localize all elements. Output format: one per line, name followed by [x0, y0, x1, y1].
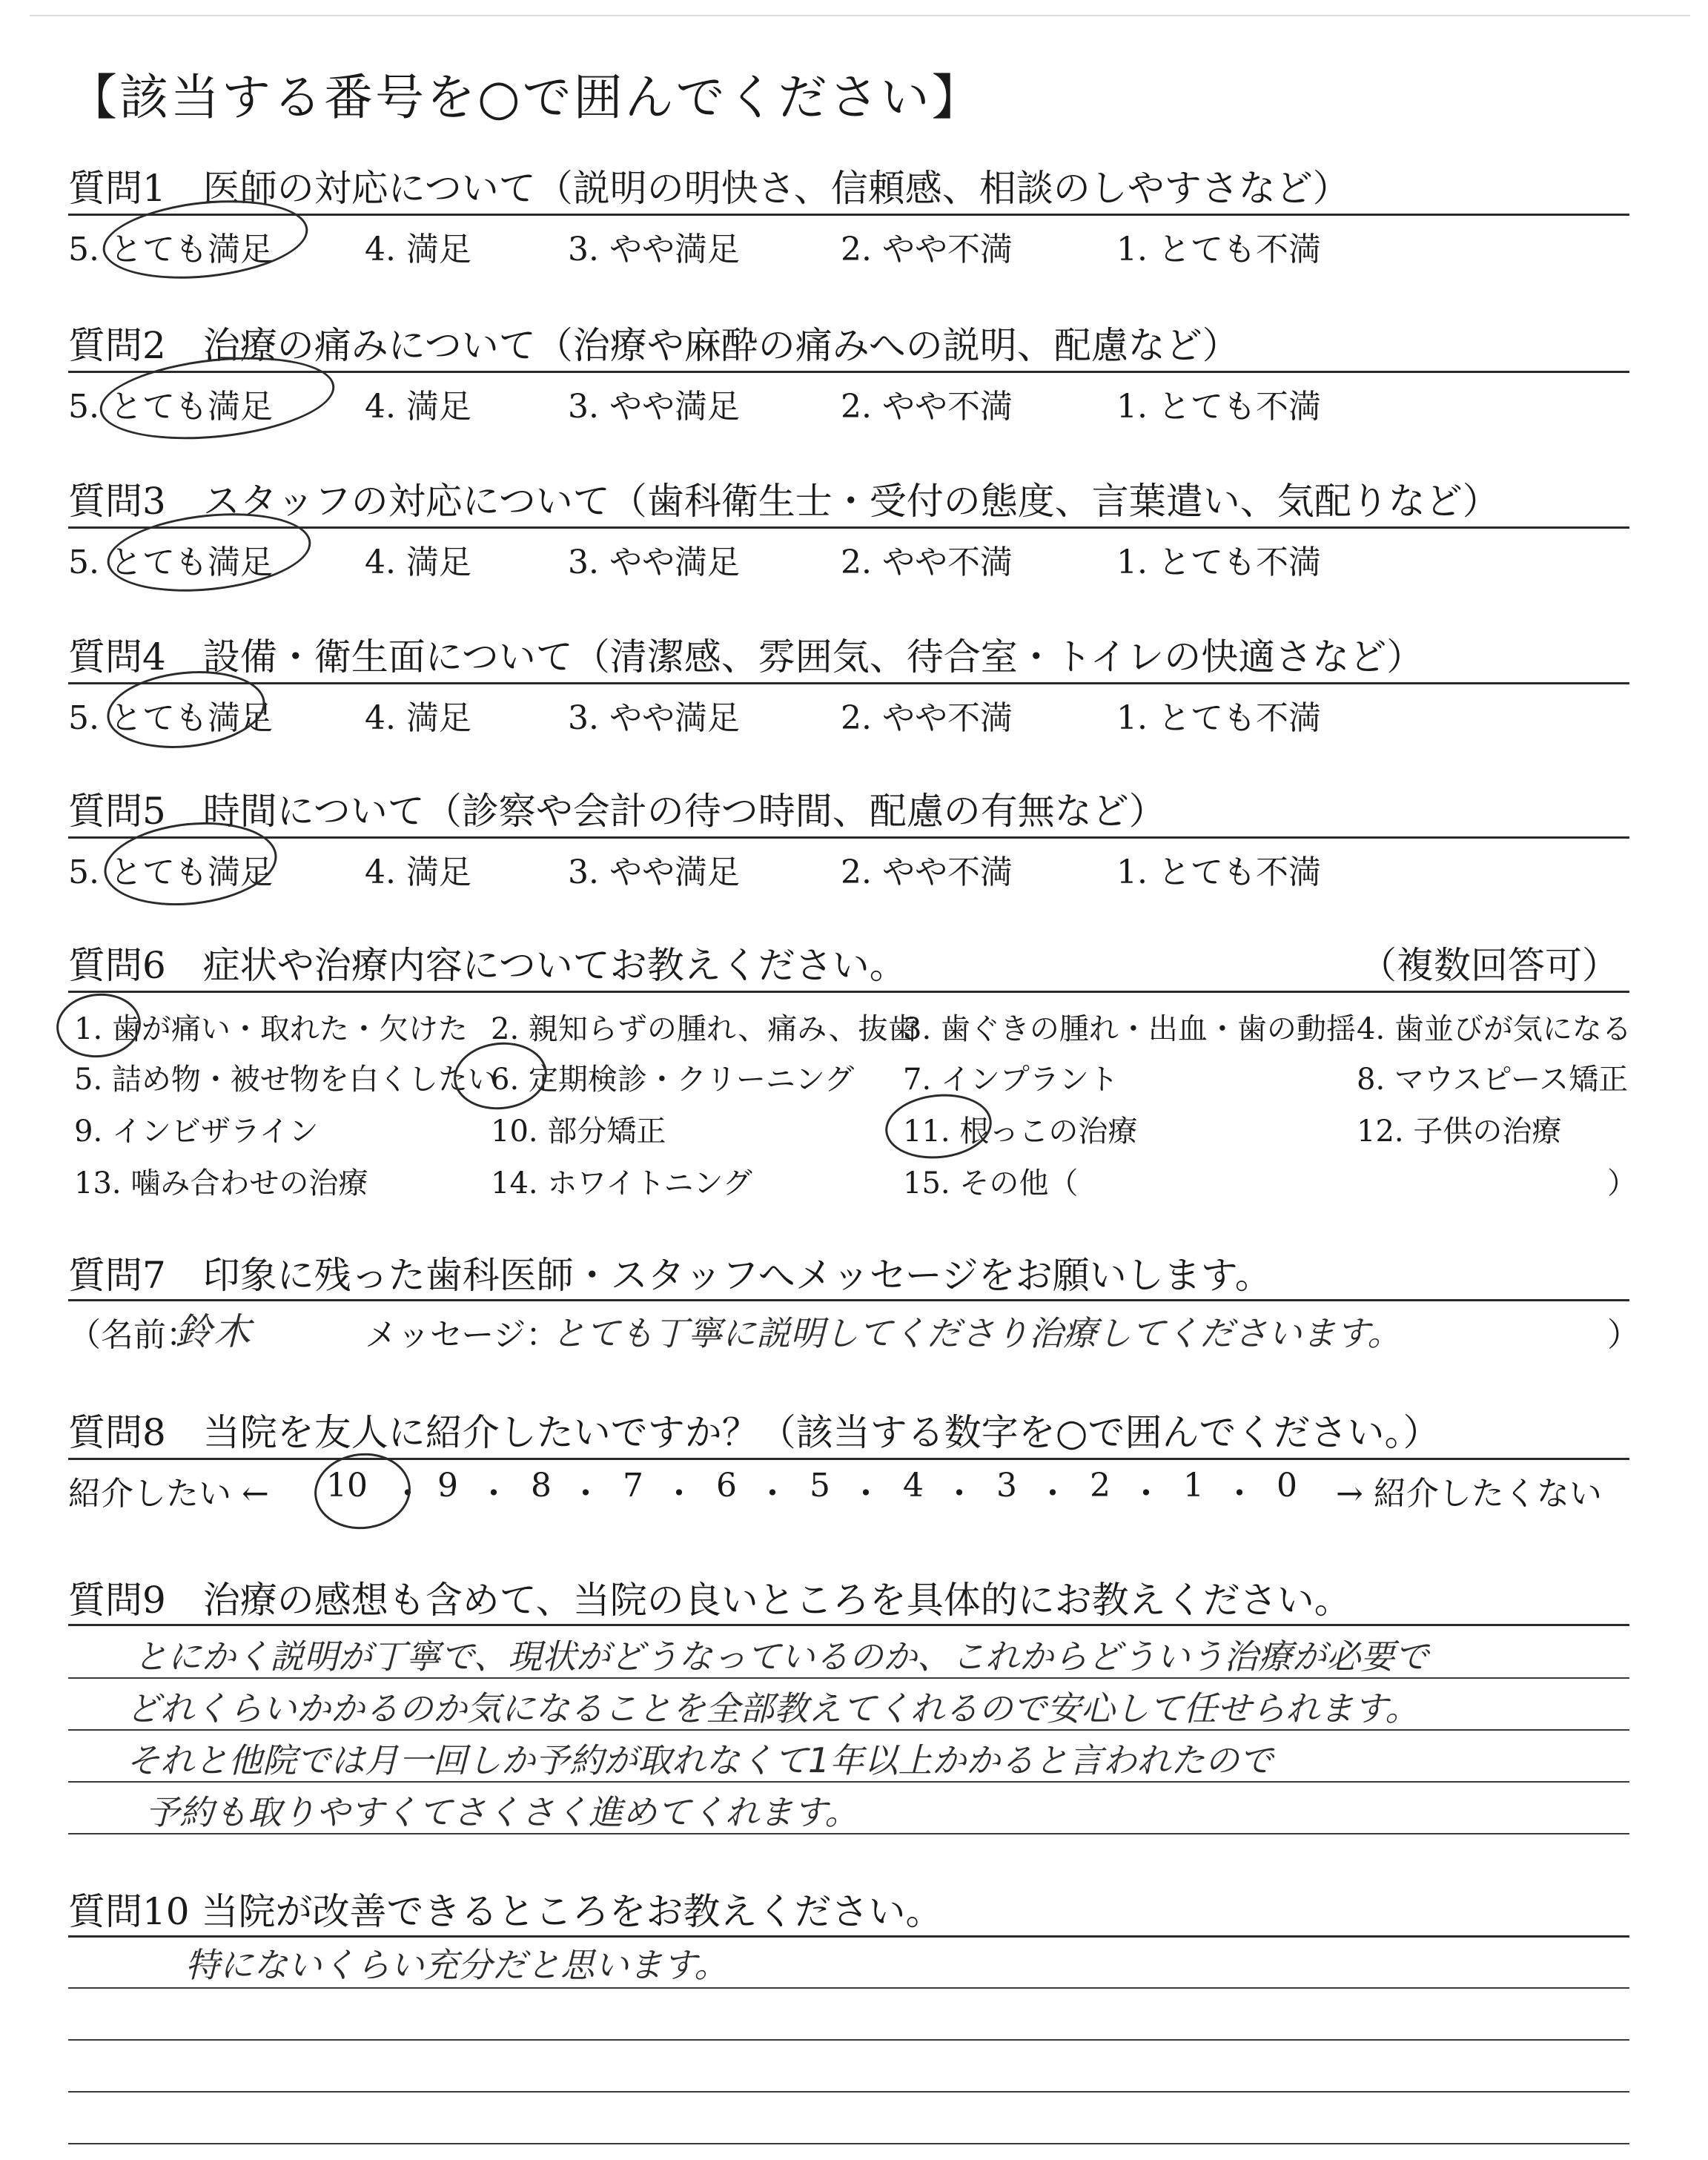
- q7-title: 質問7 印象に残った歯科医師・スタッフへメッセージをお願いします。: [68, 1254, 1272, 1297]
- q5-option-1[interactable]: 1. とても不満: [1116, 853, 1321, 891]
- q8-right-label: → 紹介したくない: [1336, 1475, 1602, 1513]
- q1-option-3[interactable]: 3. やや満足: [568, 231, 740, 268]
- q5-rule: [68, 836, 1629, 839]
- q4-option-4[interactable]: 4. 満足: [365, 699, 471, 737]
- q2-option-4[interactable]: 4. 満足: [365, 388, 471, 426]
- q8-score-7[interactable]: 7: [623, 1467, 643, 1505]
- q7-rule: [68, 1299, 1629, 1301]
- q10-rule-2: [68, 2039, 1629, 2041]
- q10-rule-3: [68, 2091, 1629, 2093]
- q4-title: 質問4 設備・衛生面について（清潔感、雰囲気、待合室・トイレの快適さなど）: [68, 635, 1424, 678]
- q9-title: 質問9 治療の感想も含めて、当院の良いところを具体的にお教えください。: [68, 1579, 1351, 1622]
- q8-score-0[interactable]: 0: [1277, 1467, 1297, 1505]
- q2-option-5[interactable]: 5. とても満足: [68, 388, 273, 426]
- q8-sep-4: ・: [663, 1475, 695, 1513]
- q9-answer-line-1[interactable]: とにかく説明が丁寧で、現状がどうなっているのか、これからどういう治療が必要で: [133, 1636, 1429, 1677]
- q5-option-4[interactable]: 4. 満足: [365, 853, 471, 891]
- q10-rule-4: [68, 2143, 1629, 2144]
- q8-score-9[interactable]: 9: [437, 1467, 458, 1505]
- q6-option-9[interactable]: 9. インビザライン: [74, 1114, 319, 1149]
- q6-option-15[interactable]: 15. その他（: [903, 1166, 1079, 1200]
- q6-option-4[interactable]: 4. 歯並びが気になる: [1357, 1012, 1632, 1046]
- q9-answer-line-3[interactable]: それと他院では月一回しか予約が取れなくて1年以上かかると言われたので: [126, 1740, 1274, 1780]
- q10-answer-line-1[interactable]: 特にないくらい充分だと思います。: [185, 1945, 729, 1985]
- q10-rule-0: [68, 1935, 1629, 1938]
- q2-option-1[interactable]: 1. とても不満: [1116, 388, 1321, 426]
- q5-option-2[interactable]: 2. やや不満: [841, 853, 1013, 891]
- q1-option-5[interactable]: 5. とても満足: [68, 231, 273, 268]
- q6-selection-circle-6: [451, 1038, 551, 1114]
- q8-sep-8: ・: [1036, 1475, 1069, 1513]
- q6-multiple-note: （複数回答可）: [1360, 944, 1619, 987]
- q9-answer-line-2[interactable]: どれくらいかかるのか気になることを全部教えてくれるので安心して任せられます。: [126, 1688, 1420, 1728]
- q1-option-4[interactable]: 4. 満足: [365, 231, 471, 268]
- q7-message-label: メッセージ：: [365, 1316, 559, 1354]
- q3-option-5[interactable]: 5. とても満足: [68, 544, 273, 581]
- q4-option-5[interactable]: 5. とても満足: [68, 699, 273, 737]
- q8-sep-3: ・: [569, 1475, 602, 1513]
- q4-option-1[interactable]: 1. とても不満: [1116, 699, 1321, 737]
- q3-option-3[interactable]: 3. やや満足: [568, 544, 740, 581]
- q8-score-6[interactable]: 6: [716, 1467, 737, 1505]
- q5-title: 質問5 時間について（診察や会計の待つ時間、配慮の有無など）: [68, 790, 1166, 833]
- q4-option-2[interactable]: 2. やや不満: [841, 699, 1013, 737]
- q8-score-1[interactable]: 1: [1183, 1467, 1204, 1505]
- q8-selection-circle: [311, 1448, 414, 1533]
- q1-option-1[interactable]: 1. とても不満: [1116, 231, 1321, 268]
- q6-option-11[interactable]: 11. 根っこの治療: [903, 1114, 1138, 1149]
- q8-score-5[interactable]: 5: [810, 1467, 830, 1505]
- q9-answer-line-4[interactable]: 予約も取りやすくてさくさく進めてくれます。: [145, 1792, 859, 1832]
- q8-score-2[interactable]: 2: [1090, 1467, 1110, 1505]
- q6-option-5[interactable]: 5. 詰め物・被せ物を白くしたい: [74, 1063, 497, 1097]
- q3-option-4[interactable]: 4. 満足: [365, 544, 471, 581]
- q6-option-13[interactable]: 13. 噛み合わせの治療: [74, 1166, 368, 1200]
- q7-name-value[interactable]: 鈴木: [175, 1310, 252, 1353]
- q3-option-1[interactable]: 1. とても不満: [1116, 544, 1321, 581]
- q1-option-2[interactable]: 2. やや不満: [841, 231, 1013, 268]
- q8-score-3[interactable]: 3: [996, 1467, 1017, 1505]
- q8-sep-2: ・: [477, 1475, 510, 1513]
- q6-selection-circle-11: [882, 1089, 995, 1164]
- q6-rule: [68, 991, 1629, 993]
- q8-sep-1: ・: [391, 1475, 424, 1513]
- page-title: 【該当する番号を○で囲んでください】: [68, 69, 983, 126]
- q6-option-1[interactable]: 1. 歯が痛い・取れた・欠けた: [74, 1012, 468, 1046]
- q10-rule-1: [68, 1987, 1629, 1989]
- q6-option-7[interactable]: 7. インプラント: [903, 1063, 1119, 1097]
- q5-option-3[interactable]: 3. やや満足: [568, 853, 740, 891]
- q8-left-label: 紹介したい ←: [68, 1475, 269, 1513]
- q6-option-8[interactable]: 8. マウスピース矯正: [1357, 1063, 1629, 1097]
- q6-option-6[interactable]: 6. 定期検診・クリーニング: [491, 1063, 855, 1097]
- q8-sep-5: ・: [756, 1475, 789, 1513]
- q6-option-15-close: ）: [1607, 1166, 1637, 1200]
- q8-title: 質問8 当院を友人に紹介したいですか？（該当する数字を○で囲んでください。）: [68, 1411, 1440, 1454]
- q2-option-2[interactable]: 2. やや不満: [841, 388, 1013, 426]
- q2-option-3[interactable]: 3. やや満足: [568, 388, 740, 426]
- q3-title: 質問3 スタッフの対応について（歯科衛生士・受付の態度、言葉遣い、気配りなど）: [68, 480, 1500, 523]
- q8-sep-7: ・: [943, 1475, 976, 1513]
- q9-rule-0: [68, 1624, 1629, 1626]
- q4-option-3[interactable]: 3. やや満足: [568, 699, 740, 737]
- q5-option-5[interactable]: 5. とても満足: [68, 853, 273, 891]
- q7-close-paren: ）: [1607, 1316, 1640, 1354]
- q3-option-2[interactable]: 2. やや不満: [841, 544, 1013, 581]
- q6-title: 質問6 症状や治療内容についてお教えください。: [68, 944, 907, 987]
- q8-sep-10: ・: [1223, 1475, 1256, 1513]
- q1-rule: [68, 214, 1629, 216]
- q6-selection-circle-1: [53, 989, 144, 1061]
- q4-rule: [68, 682, 1629, 684]
- q8-sep-6: ・: [850, 1475, 882, 1513]
- q6-option-12[interactable]: 12. 子供の治療: [1357, 1114, 1562, 1149]
- q6-option-10[interactable]: 10. 部分矯正: [491, 1114, 666, 1149]
- q6-option-14[interactable]: 14. ホワイトニング: [491, 1166, 752, 1200]
- q7-name-label: （名前：: [68, 1316, 199, 1354]
- q1-title: 質問1 医師の対応について（説明の明快さ、信頼感、相談のしやすさなど）: [68, 167, 1350, 210]
- q8-score-8[interactable]: 8: [531, 1467, 552, 1505]
- q2-title: 質問2 治療の痛みについて（治療や麻酔の痛みへの説明、配慮など）: [68, 324, 1239, 367]
- q6-option-3[interactable]: 3. 歯ぐきの腫れ・出血・歯の動揺: [903, 1012, 1356, 1046]
- q8-sep-9: ・: [1130, 1475, 1162, 1513]
- q8-score-10[interactable]: 10: [326, 1467, 368, 1505]
- q10-title: 質問10 当院が改善できるところをお教えください。: [68, 1890, 943, 1933]
- q6-option-2[interactable]: 2. 親知らずの腫れ、痛み、抜歯: [491, 1012, 918, 1046]
- q7-message-value[interactable]: とても丁寧に説明してくださり治療してくださいます。: [552, 1313, 1402, 1353]
- page-top-rule: [30, 15, 1690, 16]
- q8-score-4[interactable]: 4: [903, 1467, 924, 1505]
- q8-rule: [68, 1458, 1629, 1460]
